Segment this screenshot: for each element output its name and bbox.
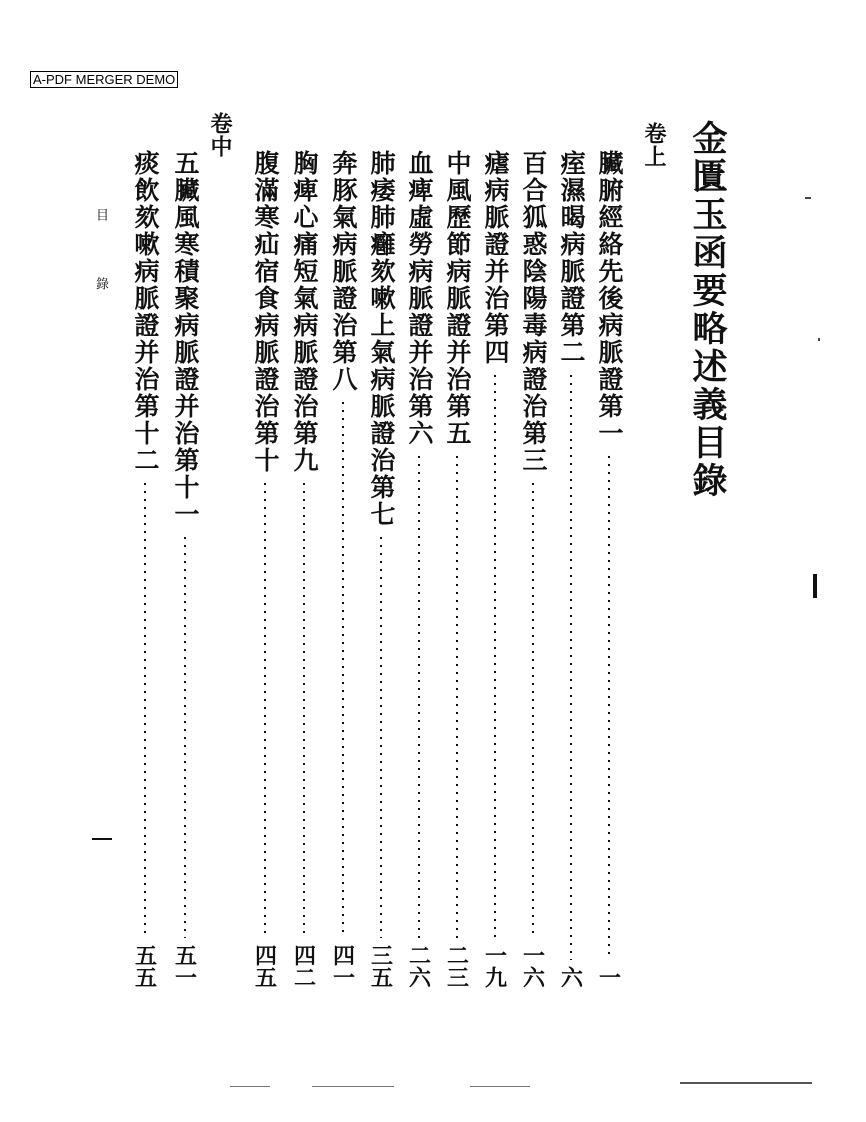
book-title: 金匱玉函要略述義目錄: [687, 120, 728, 500]
toc-entry-page: 一六: [519, 944, 546, 988]
dot-leader: [184, 534, 186, 938]
toc-entry: [592, 150, 626, 988]
toc-entry-title: 百合狐惑陰陽毒病證治第三: [519, 150, 548, 474]
scan-artifact-line: [680, 1082, 812, 1084]
toc-entry-title: 胸痺心痛短氣病脈證治第九: [290, 150, 319, 474]
dot-leader: [418, 453, 420, 938]
toc-entry: [248, 150, 282, 988]
scan-artifact-line: [230, 1086, 270, 1087]
dot-leader: [532, 480, 534, 938]
scan-artifact-line: [312, 1086, 394, 1087]
toc-entry-title: 奔豚氣病脈證治第八: [329, 150, 358, 393]
running-head: 目錄: [93, 208, 108, 346]
toc-entry-title: 臟腑經絡先後病脈證第一: [595, 150, 624, 447]
toc-entry-page: 二三: [443, 944, 470, 988]
toc-entry-title: 血痺虛勞病脈證并治第六: [405, 150, 434, 447]
dot-leader: [608, 453, 610, 960]
toc-entry-page: 四二: [290, 944, 317, 988]
toc-entry-title: 中風歷節病脈證并治第五: [443, 150, 472, 447]
dot-leader: [380, 534, 382, 938]
scan-speck: [813, 574, 817, 598]
toc-entry-title: 痰飲欬嗽病脈證并治第十二: [131, 150, 160, 474]
toc-entry-title: 肺痿肺癰欬嗽上氣病脈證治第七: [367, 150, 396, 528]
toc-entry-page: 四一: [329, 944, 356, 988]
toc-entry: [554, 150, 588, 988]
toc-entry-page: 一: [595, 966, 622, 988]
dot-leader: [494, 372, 496, 938]
toc-entry: [440, 150, 474, 988]
demo-watermark-banner: A-PDF MERGER DEMO: [30, 71, 178, 88]
dot-leader: [342, 399, 344, 938]
toc-entry-page: 六: [557, 966, 584, 988]
dot-leader: [456, 453, 458, 938]
toc-entry-page: 四五: [251, 944, 278, 988]
toc-entry: [478, 150, 512, 988]
toc-entry: [516, 150, 550, 988]
toc-entry: [287, 150, 321, 988]
dot-leader: [303, 480, 305, 938]
toc-entry: [326, 150, 360, 988]
toc-entry-page: 五一: [171, 944, 198, 988]
toc-entry: [128, 150, 162, 988]
toc-entry-title: 腹滿寒疝宿食病脈證治第十: [251, 150, 280, 474]
page-number-mark: [92, 838, 112, 840]
scan-speck: [805, 197, 811, 199]
toc-entry: [402, 150, 436, 988]
dot-leader: [570, 372, 572, 960]
dot-leader: [144, 480, 146, 938]
scan-speck: [818, 338, 820, 341]
volume-heading-middle: 卷中: [207, 112, 233, 158]
toc-entry: [364, 150, 398, 988]
dot-leader: [264, 480, 266, 938]
toc-entry: [168, 150, 202, 988]
toc-entry-title: 痓濕暍病脈證第二: [557, 150, 586, 366]
toc-entry-page: 三五: [367, 944, 394, 988]
toc-entry-page: 一九: [481, 944, 508, 988]
volume-heading-upper: 卷上: [641, 122, 667, 168]
toc-entry-page: 五五: [131, 944, 158, 988]
toc-entry-page: 二六: [405, 944, 432, 988]
toc-entry-title: 瘧病脈證并治第四: [481, 150, 510, 366]
scan-artifact-line: [470, 1086, 530, 1087]
toc-entry-title: 五臟風寒積聚病脈證并治第十一: [171, 150, 200, 528]
